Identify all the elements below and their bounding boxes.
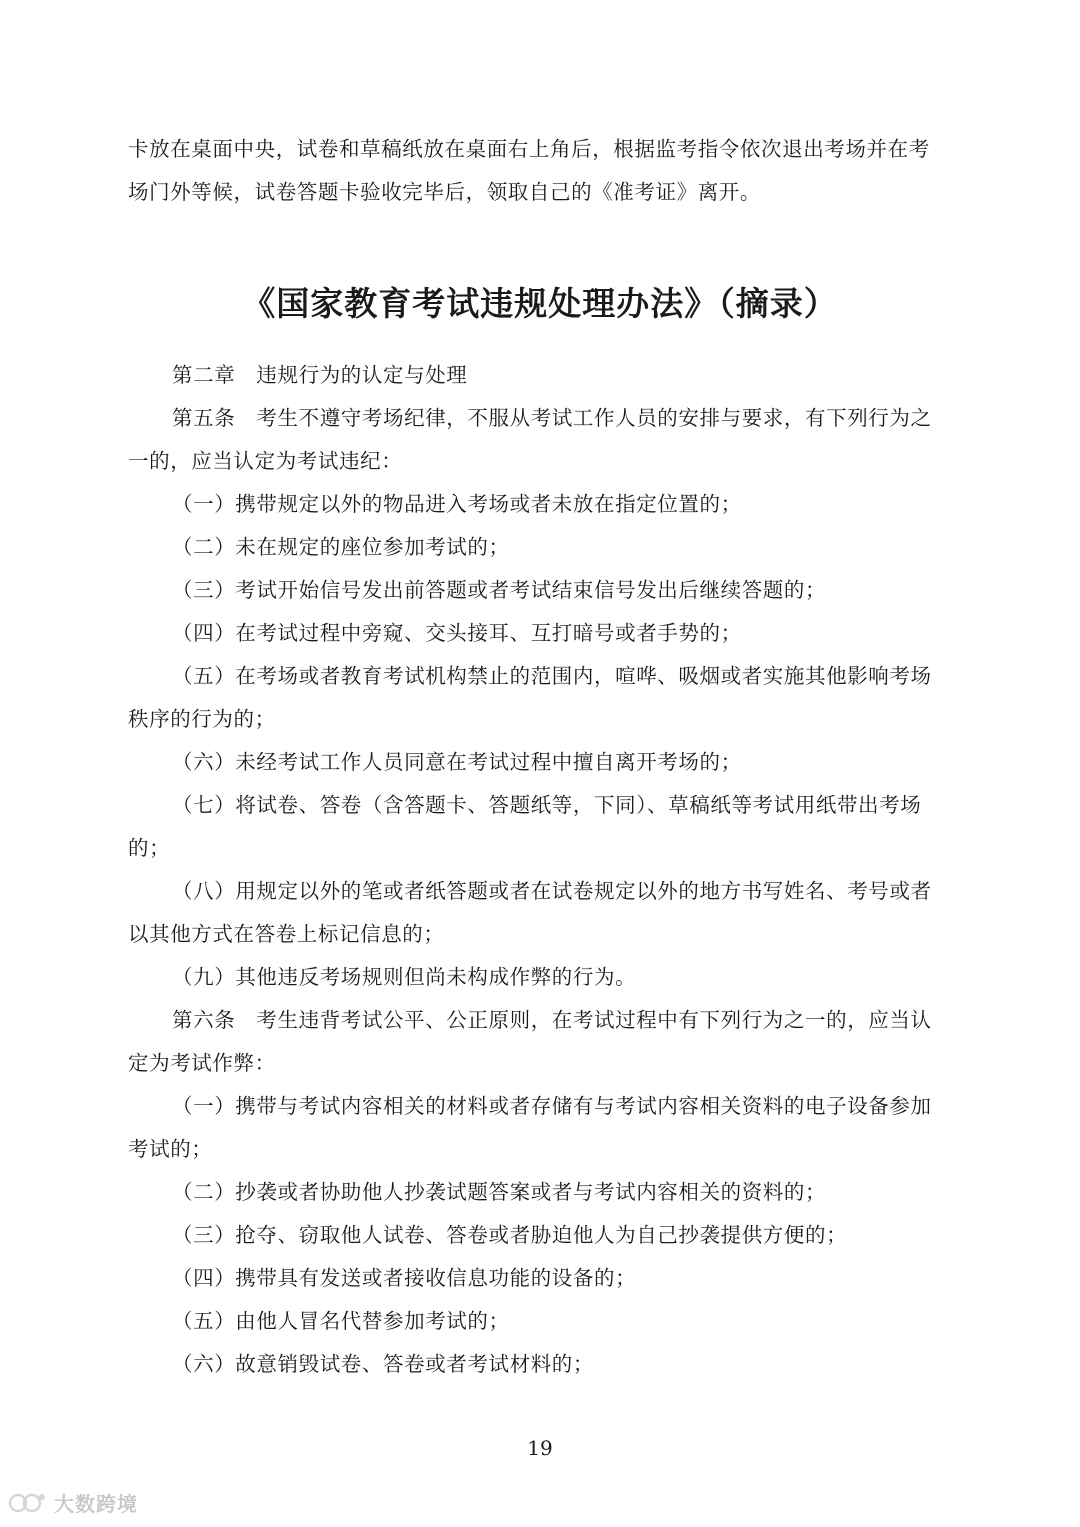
document-title: 《国家教育考试违规处理办法》（摘录） xyxy=(242,284,838,323)
article-5-item-8-line-1: （八）用规定以外的笔或者纸答题或者在试卷规定以外的地方书写姓名、考号或者 xyxy=(172,879,932,903)
article-6-item-3: （三）抢夺、窃取他人试卷、答卷或者胁迫他人为自己抄袭提供方便的； xyxy=(172,1223,848,1247)
article-5-line-2: 一的，应当认定为考试违纪： xyxy=(128,449,403,473)
page-number: 19 xyxy=(527,1436,553,1460)
article-5-item-9: （九）其他违反考场规则但尚未构成作弊的行为。 xyxy=(172,965,637,989)
article-6-item-2: （二）抄袭或者协助他人抄袭试题答案或者与考试内容相关的资料的； xyxy=(172,1180,827,1204)
article-5-item-5-line-1: （五）在考场或者教育考试机构禁止的范围内，喧哗、吸烟或者实施其他影响考场 xyxy=(172,664,932,688)
article-6-line-1: 第六条 考生违背考试公平、公正原则，在考试过程中有下列行为之一的，应当认 xyxy=(172,1008,932,1032)
article-6-item-5: （五）由他人冒名代替参加考试的； xyxy=(172,1309,510,1333)
article-6-item-4: （四）携带具有发送或者接收信息功能的设备的； xyxy=(172,1266,637,1290)
article-5-item-6: （六）未经考试工作人员同意在考试过程中擅自离开考场的； xyxy=(172,750,742,774)
article-5-item-8-line-2: 以其他方式在答卷上标记信息的； xyxy=(128,922,445,946)
article-5-item-2: （二）未在规定的座位参加考试的； xyxy=(172,535,510,559)
article-6-item-1-line-1: （一）携带与考试内容相关的材料或者存储有与考试内容相关资料的电子设备参加 xyxy=(172,1094,932,1118)
chapter-heading: 第二章 违规行为的认定与处理 xyxy=(172,363,468,387)
article-6-line-2: 定为考试作弊： xyxy=(128,1051,276,1075)
intro-line-2: 场门外等候，试卷答题卡验收完毕后，领取自己的《准考证》离开。 xyxy=(128,180,761,204)
watermark xyxy=(8,1488,138,1517)
article-5-item-4: （四）在考试过程中旁窥、交头接耳、互打暗号或者手势的； xyxy=(172,621,742,645)
article-5-line-1: 第五条 考生不遵守考场纪律，不服从考试工作人员的安排与要求，有下列行为之 xyxy=(172,406,932,430)
article-6-item-1-line-2: 考试的； xyxy=(128,1137,213,1161)
article-5-item-1: （一）携带规定以外的物品进入考场或者未放在指定位置的； xyxy=(172,492,742,516)
article-6-item-6: （六）故意销毁试卷、答卷或者考试材料的； xyxy=(172,1352,594,1376)
article-5-item-7-line-1: （七）将试卷、答卷（含答题卡、答题纸等，下同）、草稿纸等考试用纸带出考场 xyxy=(172,793,922,817)
article-5-item-5-line-2: 秩序的行为的； xyxy=(128,707,276,731)
article-5-item-7-line-2: 的； xyxy=(128,836,171,860)
intro-line-1: 卡放在桌面中央，试卷和草稿纸放在桌面右上角后，根据监考指令依次退出考场并在考 xyxy=(128,137,930,161)
article-5-item-3: （三）考试开始信号发出前答题或者考试结束信号发出后继续答题的； xyxy=(172,578,827,602)
watermark-logo-icon xyxy=(8,1489,48,1517)
watermark-text: 大数跨境 xyxy=(54,1492,138,1516)
